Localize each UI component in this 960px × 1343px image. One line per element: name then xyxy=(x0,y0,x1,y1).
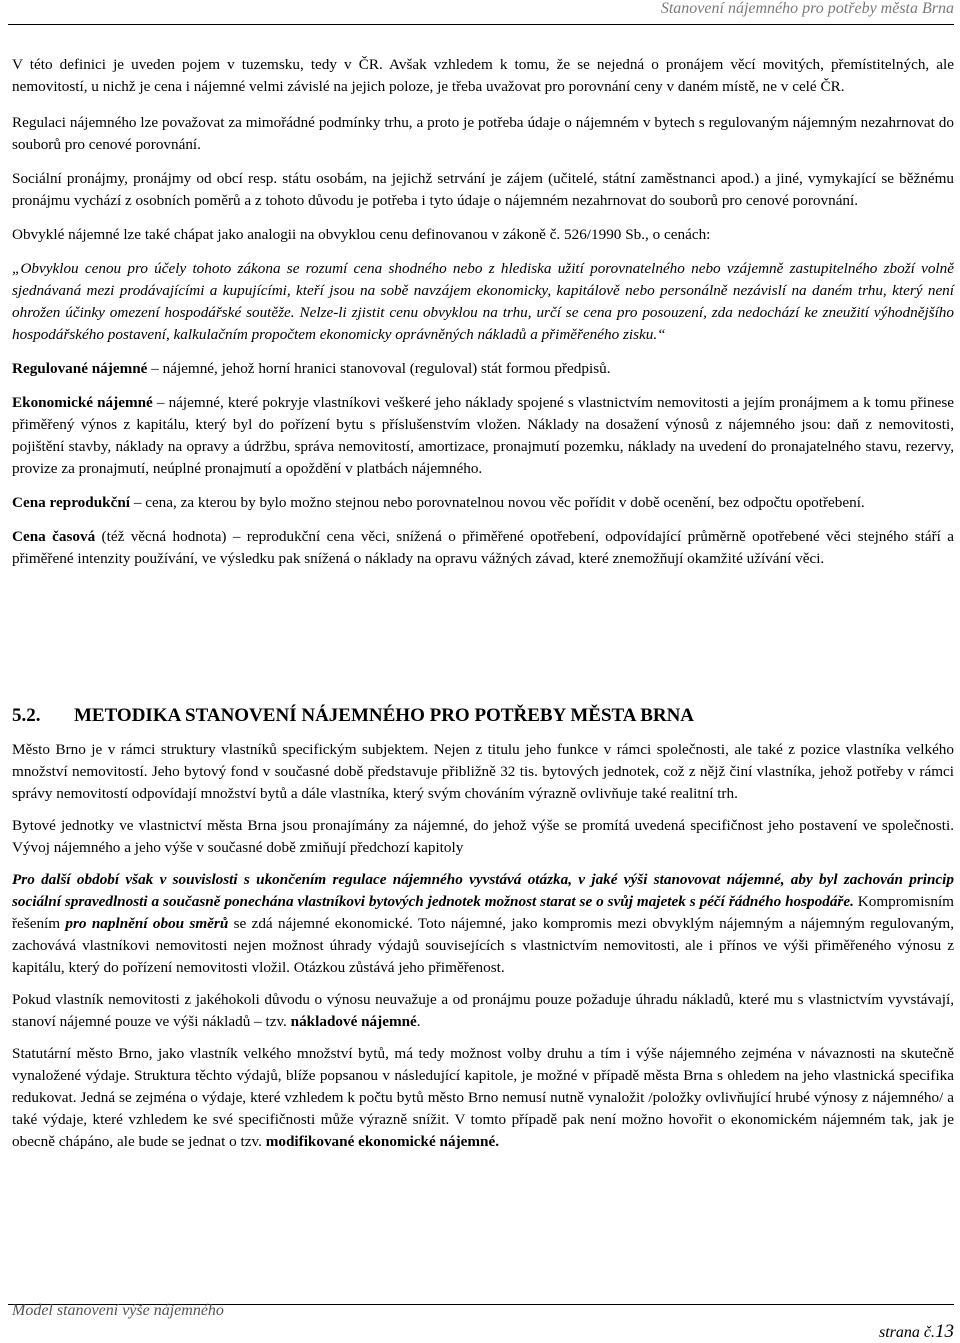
footer-document-title: Model stanovení výše nájemného xyxy=(12,1302,224,1319)
text-cost-rent-end: . xyxy=(416,1013,421,1030)
term-regulated-rent: Regulované nájemné xyxy=(12,360,148,377)
definition-regulated-rent xyxy=(12,358,954,380)
section-number: 5.2. xyxy=(12,705,41,726)
emphasis-both-directions: pro naplnění obou směrů xyxy=(65,915,229,932)
definition-time-value xyxy=(12,526,954,570)
paragraph-brno-owner: Město Brno je v rámci struktury vlastníků specifickým subjektem. Nejen z titulu jeho funkce v rámci společnosti, ale také z pozice vlastníka velkého množství nemovitostí. Jeho bytový fond v současné době představuje přibližně 32 tis. bytových jednotek, což z nějž činí vlastníka, jehož potřeby v rámci správy nemovitostí odpovídají množství bytů a dále vlastníka, který svým chováním výrazně ovlivňuje také realitní trh. xyxy=(12,741,954,802)
footer-page-number xyxy=(879,1321,954,1343)
paragraph-definition-scope: V této definici je uveden pojem v tuzemsku, tedy v ČR. Avšak vzhledem k tomu, že se nejedná o pronájem věcí movitých, přemístitelných, ale nemovitostí, u nichž je cena i nájemné velmi závislé na jejich poloze, je třeba uvažovat pro porovnání ceny v daném místě, ne v celé ČR. xyxy=(12,56,954,95)
page-number: 13 xyxy=(935,1321,954,1342)
text-time-value: (též věcná hodnota) – reprodukční cena věci, snížená o přiměřené opotřebení, odpovídající průměrně opotřebené věci stejného stáří a přiměřené intenzity používání, ve výsledku pak snížená o náklady na opravu vážných závad, které znemožňují okamžité užívání věci. xyxy=(12,528,954,567)
page-footer xyxy=(0,1292,960,1343)
section-methodology xyxy=(12,739,954,1165)
section-title: METODIKA STANOVENÍ NÁJEMNÉHO PRO POTŘEBY MĚSTA BRNA xyxy=(74,705,695,726)
quote-law: „Obvyklou cenou pro účely tohoto zákona se rozumí cena shodného nebo z hlediska užití porovnatelného nebo vzájemně zastupitelného zboží volně sjednávaná mezi prodávajícími a kupujícími, kteří jsou na sobě navzájem ekonomicky, kapitálově nebo personálně nezávislí na daném trhu, který není ohrožen účinky omezení hospodářské soutěže. Nelze-li zjistit cenu obvyklou na trhu, určí se cena pro posouzení, zda nedochází ke zneužití výhodnějšího hospodářského postavení, kalkulačním propočtem ekonomicky oprávněných nákladů a přiměřeného zisku.“ xyxy=(12,260,954,343)
text-compromise: Kompromisním řešením xyxy=(12,893,954,932)
section-definitions xyxy=(12,54,954,582)
term-reproduction-cost: Cena reprodukční xyxy=(12,494,131,511)
paragraph-housing-units: Bytové jednotky ve vlastnictví města Brna jsou pronajímány za nájemné, do jehož výše se promítá uvedená specifičnost jeho postavení ve společnosti. Vývoj nájemného a jeho výše v současné době zmiňují předchozí kapitoly xyxy=(12,817,954,856)
term-cost-rent: nákladové nájemné xyxy=(290,1013,417,1030)
text-reproduction-cost: – cena, za kterou by bylo možno stejnou nebo porovnatelnou novou věc pořídit v době ocenění, bez odpočtu opotřebení. xyxy=(130,494,865,511)
paragraph-regulation: Regulaci nájemného lze považovat za mimořádné podmínky trhu, a proto je potřeba údaje o nájemném v bytech s regulovaným nájemným nezahrnovat do souborů pro cenové porovnání. xyxy=(12,114,954,153)
term-time-value: Cena časová xyxy=(12,528,96,545)
header-rule xyxy=(8,24,954,25)
term-economic-rent: Ekonomické nájemné xyxy=(12,394,153,411)
text-economic-rent: – nájemné, které pokryje vlastníkovi veškeré jeho náklady spojené s vlastnictvím nemovitosti a jejím pronájmem a k tomu přinese přiměřený výnos z kapitálu, který byl do pořízení bytu s příslušenstvím vložen. Náklady na dosažení výnosů z nájemného jsou: daň z nemovitosti, pojištění stavby, náklady na opravy a údržbu, správa nemovitostí, amortizace, pronajmutí pozemku, náklady na uvedení do pronajatelného stavu, rezervy, provize za pronajmutí, neúplné pronajmutí a opoždění v platbách nájemného. xyxy=(12,394,955,477)
paragraph-usual-rent: Obvyklé nájemné lze také chápat jako analogii na obvyklou cenu definovanou v zákoně č. 526/1990 Sb., o cenách: xyxy=(12,226,711,243)
paragraph-cost-rent xyxy=(12,989,954,1033)
paragraph-social-rentals: Sociální pronájmy, pronájmy od obcí resp. státu osobám, na jejichž setrvání je zájem (učitelé, státní zaměstnanci apod.) a jiné, vymykající se běžnému pronájmu vychází z osobních poměrů a z tohoto důvodu je potřeba i tyto údaje o nájemném nezahrnovat do souborů pro cenové porovnání. xyxy=(12,170,954,209)
definition-reproduction-cost xyxy=(12,492,954,514)
header-title: Stanovení nájemného pro potřeby města Brna xyxy=(660,0,954,17)
page-label: strana č. xyxy=(879,1324,935,1341)
emphasis-next-period: Pro další období však v souvislosti s ukončením regulace nájemného vyvstává otázka, v jaké výši stanovovat nájemné, aby byl zachován princip sociální spravedlnosti a současně ponechána vlastníkovi bytových jednotek možnost starat se o svůj majetek s péčí řádného hospodáře. xyxy=(12,871,954,910)
section-heading xyxy=(12,703,942,729)
text-regulated-rent: – nájemné, jehož horní hranici stanovoval (reguloval) stát formou předpisů. xyxy=(147,360,611,377)
paragraph-modified-rent xyxy=(12,1043,954,1153)
term-modified-rent: modifikované ekonomické nájemné. xyxy=(265,1133,500,1150)
text-modified-rent: Statutární město Brno, jako vlastník velkého množství bytů, má tedy možnost volby druhu a tím i výše nájemného zejména v návaznosti na skutečně vynaložené výdaje. Struktura těchto výdajů, blíže popsanou v následující kapitole, je možné v případě města Brna s ohledem na jeho vlastnická specifika redukovat. Jedná se zejména o výdaje, které vzhledem k počtu bytů město Brno nemusí nutně vynaložit /položky ovlivňující hrubé výnosy z nájemného/ a také výdaje, které vzhledem ke své specifičnosti může výrazně snížit. V tomto případě pak není možno hovořit o ekonomickém nájemném tak, jak je obecně chápáno, ale bude se jednat o tzv. xyxy=(12,1045,954,1150)
definition-economic-rent xyxy=(12,392,954,480)
page-header xyxy=(0,0,960,28)
text-compromise-rest: se zdá nájemné ekonomické. Toto nájemné, jako kompromis mezi obvyklým nájemným a nájemným regulovaným, zachovává vlastníkovi nemovitosti nejen možnost úhrady výdajů souvisejících s vlastnictvím nemovitosti, ale i přínos ve výši přiměřeného výnosu z kapitálu, který do pořízení nemovitosti vložil. Otázkou zůstává jeho přiměřenost. xyxy=(12,915,955,976)
text-cost-rent: Pokud vlastník nemovitosti z jakéhokoli důvodu o výnosu neuvažuje a od pronájmu pouze požaduje úhradu nákladů, které mu s vlastnictvím vyvstávají, stanoví nájemné pouze ve výši nákladů – tzv. xyxy=(12,991,954,1030)
paragraph-economic-rent-compromise xyxy=(12,869,954,979)
